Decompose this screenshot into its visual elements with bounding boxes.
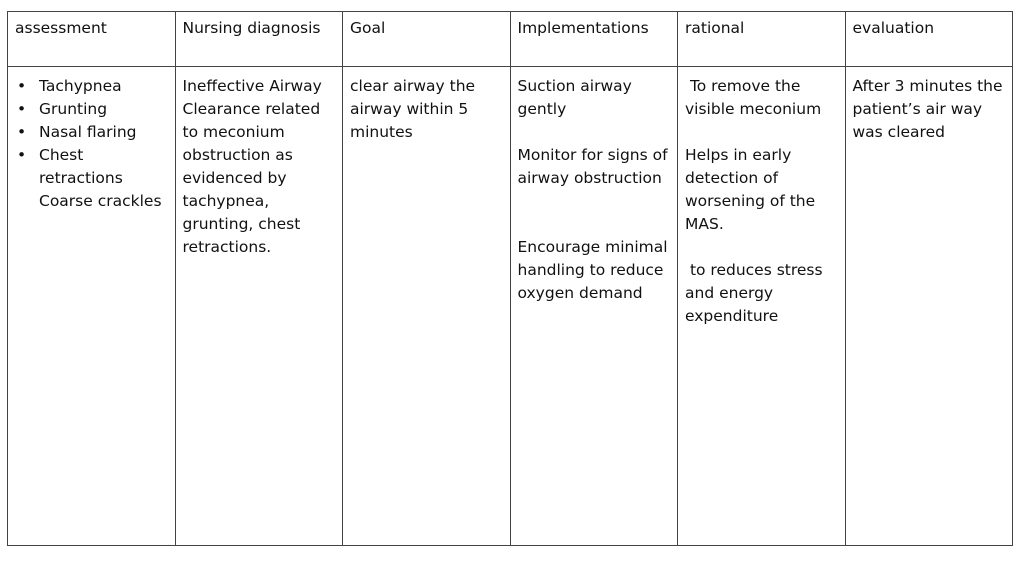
assessment-list [15, 75, 168, 190]
list-item: • Chest retractions [15, 144, 168, 190]
implementation-item: Suction airway gently [517, 77, 632, 118]
list-item: • Grunting [15, 98, 168, 121]
list-item: • Nasal flaring [15, 121, 168, 144]
evaluation-cell: After 3 minutes the patient’s air way was cleared [845, 67, 1013, 546]
assessment-cell [8, 67, 176, 546]
assessment-continuation: Coarse crackles [39, 192, 162, 210]
table-row [8, 67, 1013, 546]
goal-cell: clear airway the airway within 5 minutes [343, 67, 511, 546]
rational-item: Helps in early detection of worsening of the MAS. [685, 146, 816, 233]
table-header-row [8, 12, 1013, 67]
header-goal: Goal [343, 12, 511, 67]
header-evaluation: evaluation [845, 12, 1013, 67]
header-implementations: Implementations [510, 12, 678, 67]
nursing-diagnosis-cell: Ineffective Airway Clearance related to meconium obstruction as evidenced by tachypnea, grunting, chest retractions. [175, 67, 343, 546]
header-rational: rational [678, 12, 846, 67]
header-nursing-diagnosis: Nursing diagnosis [175, 12, 343, 67]
rational-item: to reduces stress and energy expenditure [685, 261, 828, 325]
implementation-item: Monitor for signs of airway obstruction [517, 146, 668, 187]
nursing-care-plan-table [7, 11, 1013, 546]
list-item: • Tachypnea [15, 75, 168, 98]
implementation-item: Encourage minimal handling to reduce oxygen demand [517, 238, 668, 302]
rational-item: To remove the visible meconium [685, 77, 822, 118]
header-assessment: assessment [8, 12, 176, 67]
implementations-cell [510, 67, 678, 546]
rational-cell [678, 67, 846, 546]
